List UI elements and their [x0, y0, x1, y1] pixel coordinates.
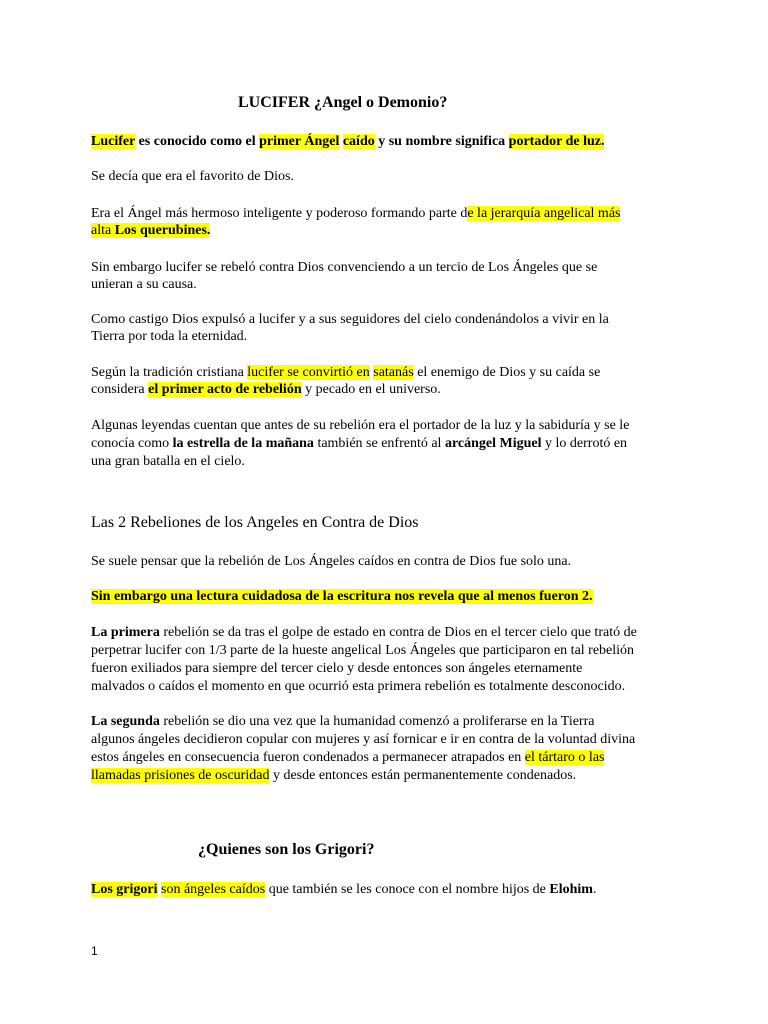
page-title: LUCIFER ¿Angel o Demonio? — [238, 94, 448, 111]
section-heading-grigori: ¿Quienes son los Grigori? — [198, 841, 375, 858]
paragraph-3-line-1 — [91, 205, 620, 223]
paragraph-11-line-4 — [91, 767, 576, 785]
paragraph-1 — [91, 133, 604, 151]
paragraph-3-line-2 — [91, 222, 210, 240]
highlight-jerarquia: e la jerarquía angelical más — [467, 206, 621, 221]
paragraph-7-line-1: Algunas leyendas cuentan que antes de su rebelión era el portador de la luz y la sabiduría y se le — [91, 418, 630, 433]
bold-la-segunda: La segunda — [91, 714, 160, 729]
highlight-caido: caído — [342, 134, 375, 149]
highlight-querubines: Los querubines. — [114, 223, 211, 238]
bold-arcangel-miguel: arcángel Miguel — [444, 436, 542, 451]
text-run: y lo derrotó en — [541, 436, 628, 451]
text-run: considera — [91, 382, 149, 397]
paragraph-5-line-2: Tierra por toda la eternidad. — [91, 329, 248, 344]
highlight-satanas: satanás — [373, 365, 414, 380]
paragraph-9 — [91, 588, 593, 606]
highlight-lucifer-convirtio: lucifer se convirtió en — [247, 365, 370, 380]
paragraph-6-line-2 — [91, 381, 441, 399]
paragraph-4-line-2: unieran a su causa. — [91, 277, 197, 292]
text-run: el enemigo de Dios y su caída se — [413, 365, 601, 380]
text-run: Era el Ángel más hermoso inteligente y poderoso formando parte d — [91, 206, 468, 221]
highlight-primer-angel: primer Ángel — [259, 134, 340, 149]
highlight-portador-de-luz: portador de luz. — [508, 134, 605, 149]
paragraph-10-line-1 — [91, 624, 637, 642]
paragraph-11-line-2: algunos ángeles decidieron copular con mujeres y así fornicar e ir en contra de la voluntad divina — [91, 732, 636, 747]
text-run: rebelión se dio una vez que la humanidad comenzó a proliferarse en la Tierra — [159, 714, 595, 729]
text-run: también se enfrentó al — [313, 436, 445, 451]
text-run: . — [592, 882, 597, 897]
highlight-primer-acto: el primer acto de rebelión — [148, 382, 302, 397]
section-heading-rebeliones: Las 2 Rebeliones de los Angeles en Contra de Dios — [91, 514, 419, 531]
text-run: y pecado en el universo. — [301, 382, 441, 397]
text-run: estos ángeles en consecuencia fueron condenados a permanecer atrapados en — [91, 750, 525, 765]
paragraph-10-line-3: fueron exiliados para siempre del tercer cielo y desde entonces son ángeles eternamente — [91, 661, 583, 676]
paragraph-7-line-2 — [91, 435, 627, 453]
paragraph-2: Se decía que era el favorito de Dios. — [91, 169, 294, 184]
paragraph-5-line-1: Como castigo Dios expulsó a lucifer y a sus seguidores del cielo condenándolos a vivir en la — [91, 312, 609, 327]
highlight-sin-embargo: Sin embargo una lectura cuidadosa de la escritura nos revela que al menos fueron 2. — [91, 589, 593, 604]
paragraph-4-line-1: Sin embargo lucifer se rebeló contra Dios convenciendo a un tercio de Los Ángeles que se — [91, 260, 598, 275]
text-run: es conocido como el — [135, 134, 260, 149]
paragraph-11-line-1 — [91, 713, 594, 731]
text-run: conocía como — [91, 436, 173, 451]
text-run: y su nombre significa — [374, 134, 509, 149]
highlight-prisiones: llamadas prisiones de oscuridad — [91, 768, 270, 783]
text-run: que también se les conoce con el nombre hijos de — [265, 882, 550, 897]
highlight-los-grigori: Los grigori — [91, 882, 158, 897]
paragraph-11-line-3 — [91, 749, 604, 767]
highlight-tartaro: el tártaro o las — [524, 750, 605, 765]
paragraph-10-line-2: perpetrar lucifer con 1/3 parte de la hueste angelical Los Ángeles que participaron en tal rebelión — [91, 643, 635, 658]
bold-estrella: la estrella de la mañana — [172, 436, 314, 451]
bold-la-primera: La primera — [91, 625, 160, 640]
bold-elohim: Elohim — [549, 882, 593, 897]
paragraph-12 — [91, 881, 596, 899]
paragraph-10-line-4: malvados o caídos el momento en que ocurrió esta primera rebelión es totalmente desconocido. — [91, 679, 626, 694]
highlight-angeles-caidos: son ángeles caídos — [161, 882, 266, 897]
page-number: 1 — [91, 944, 98, 958]
text-run: y desde entonces están permanentemente condenados. — [269, 768, 577, 783]
paragraph-7-line-3: una gran batalla en el cielo. — [91, 454, 245, 469]
highlight-alta: alta — [91, 223, 115, 238]
paragraph-8: Se suele pensar que la rebelión de Los Ángeles caídos en contra de Dios fue solo una. — [91, 554, 572, 569]
text-run: rebelión se da tras el golpe de estado en contra de Dios en el tercer cielo que trató de — [159, 625, 637, 640]
paragraph-6-line-1 — [91, 364, 600, 382]
text-run: Según la tradición cristiana — [91, 365, 248, 380]
highlight-lucifer: Lucifer — [91, 134, 136, 149]
